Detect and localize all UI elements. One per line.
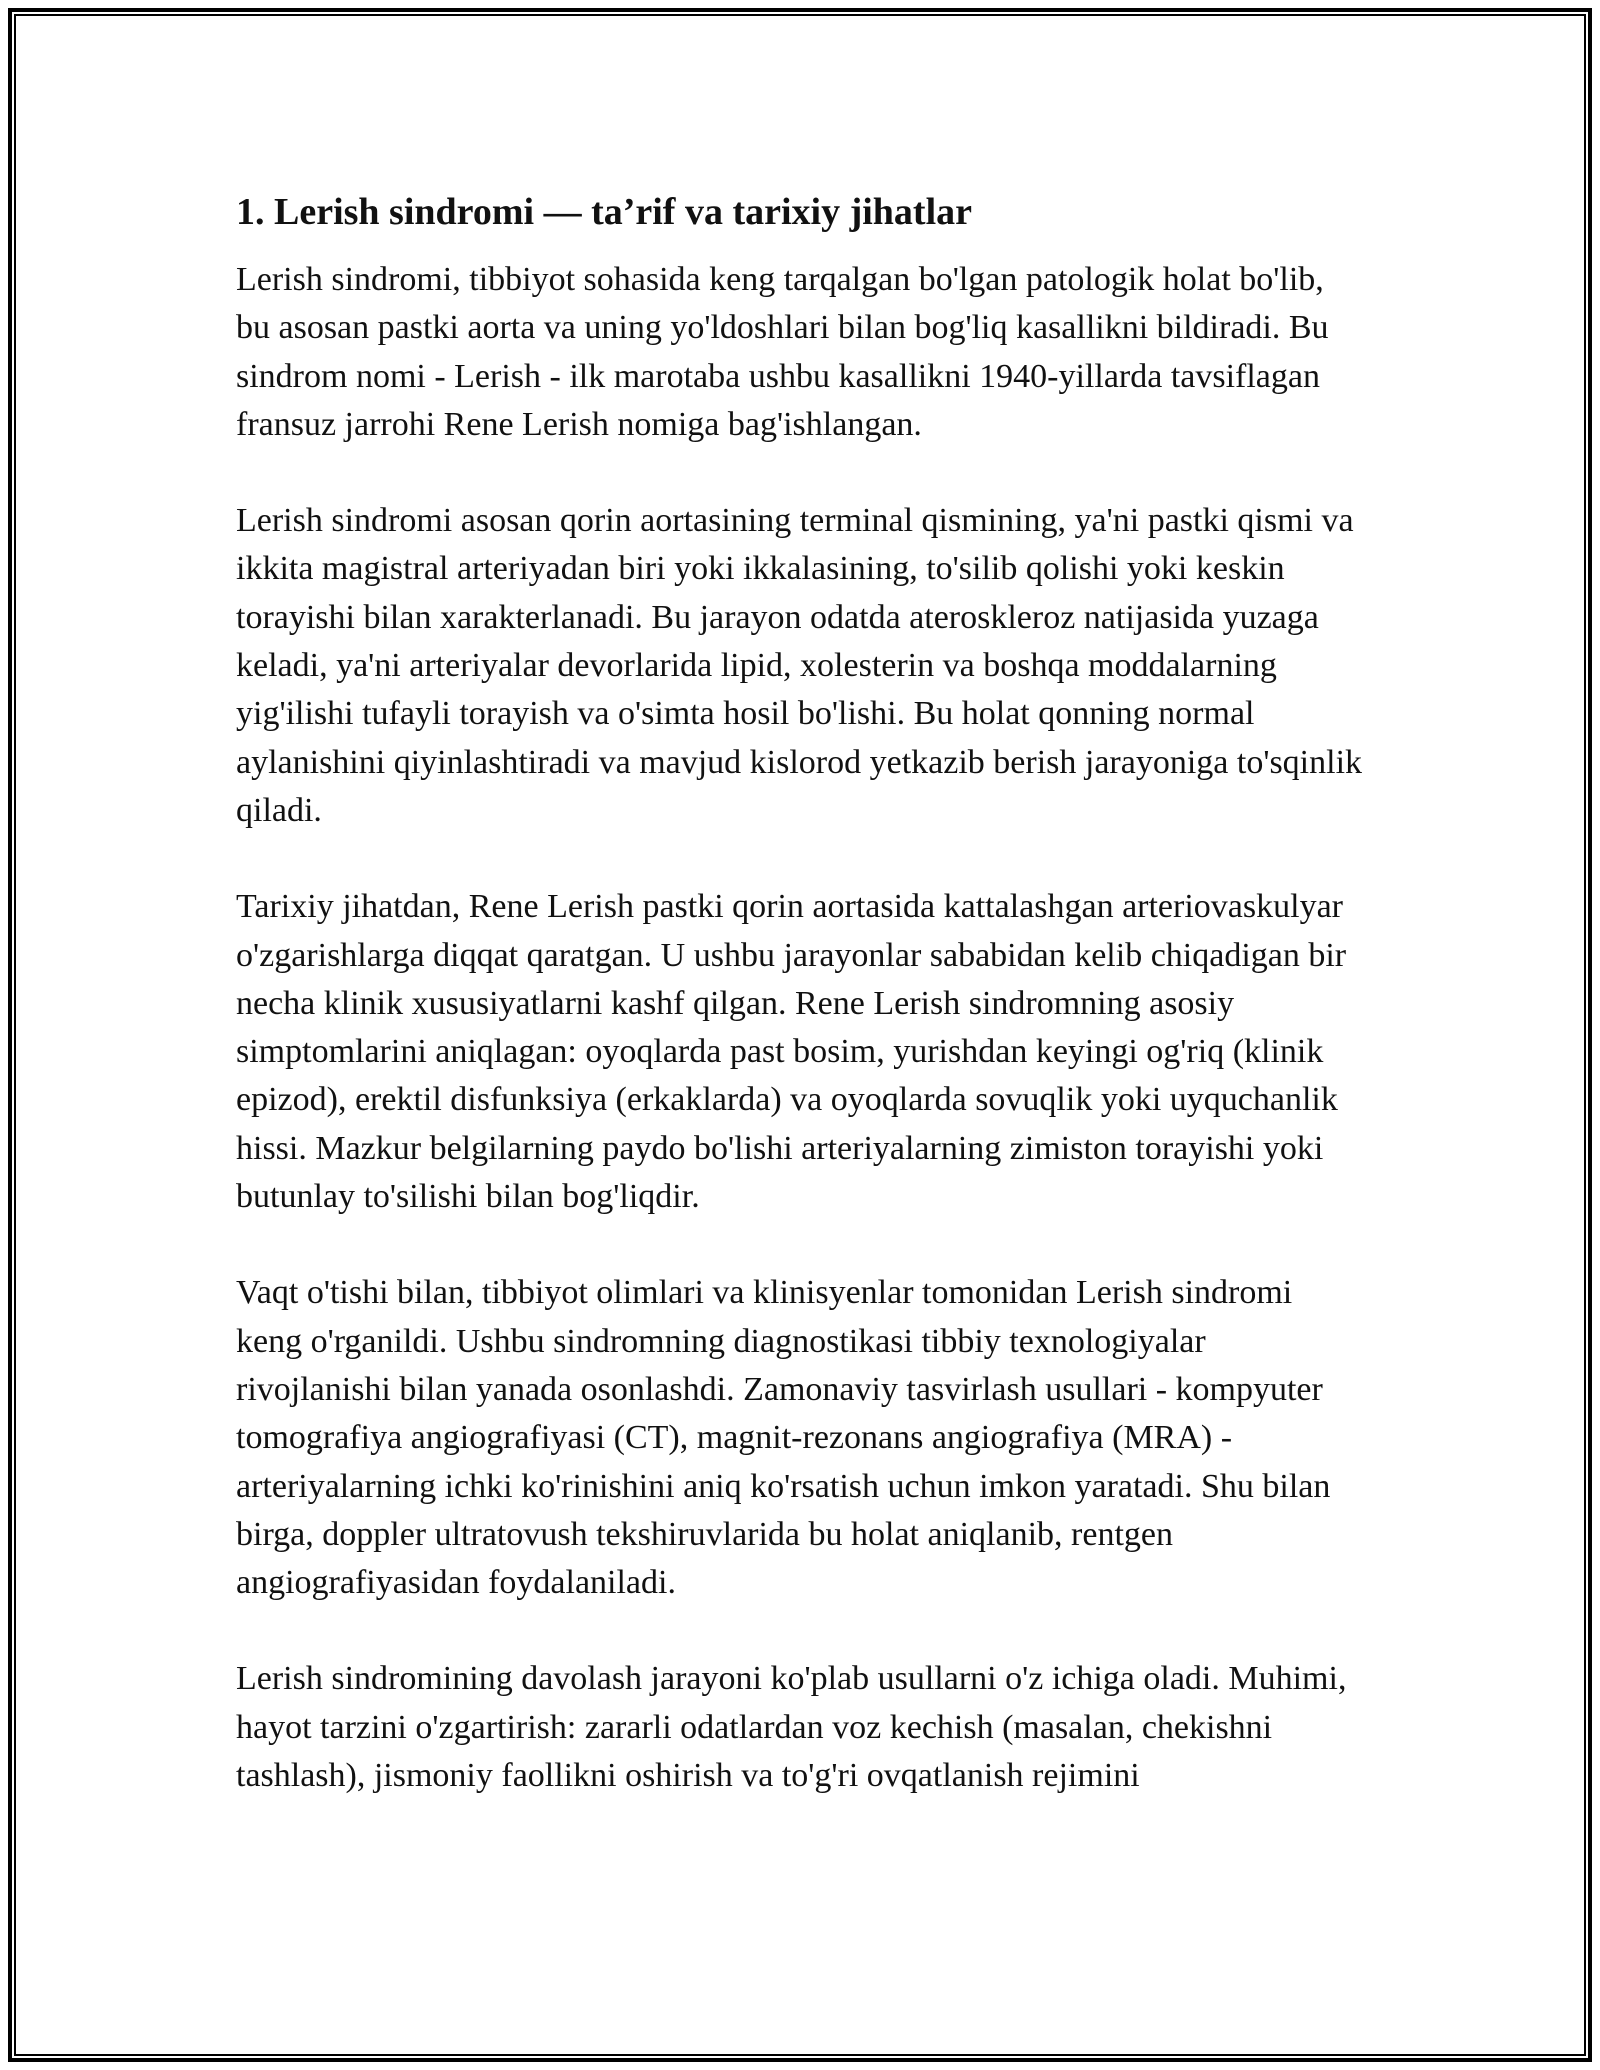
paragraph-history: Tarixiy jihatdan, Rene Lerish pastki qorin aortasida kattalashgan arteriovaskulyar o'zgarishlarga diqqat qaratgan. U ushbu jarayonlar sababidan kelib chiqadigan bir necha klinik xususiyatlarni kashf qilgan. Rene Lerish sindromning asosiy simptomlarini aniqlagan: oyoqlarda past bosim, yurishdan keyingi og'riq (klinik epizod), erektil disfunksiya (erkaklarda) va oyoqlarda sovuqlik yoki uyquchanlik hissi. Mazkur belgilarning paydo bo'lishi arteriyalarning zimiston torayishi yoki butunlay to'silishi bilan bog'liqdir. — [236, 888, 1347, 1216]
paragraph-pathology: Lerish sindromi asosan qorin aortasining terminal qismining, ya'ni pastki qismi va ikkita magistral arteriyadan biri yoki ikkalasining, to'silib qolishi yoki keskin torayishi bilan xarakterlanadi. Bu jarayon odatda ateroskleroz natijasida yuzaga keladi, ya'ni arteriyalar devorlarida lipid, xolesterin va boshqa moddalarning yig'ilishi tufayli torayish va o'simta hosil bo'lishi. Bu holat qonning normal aylanishini qiyinlashtiradi va mavjud kislorod yetkazib berish jarayoniga to'sqinlik qiladi. — [236, 502, 1363, 829]
paragraph-definition: Lerish sindromi, tibbiyot sohasida keng tarqalgan bo'lgan patologik holat bo'lib, bu asosan pastki aorta va uning yo'ldoshlari bilan bog'liq kasallikni bildiradi. Bu sindrom nomi - Lerish - ilk marotaba ushbu kasallikni 1940-yillarda tavsiflagan fransuz jarrohi Rene Lerish nomiga bag'ishlangan. — [236, 261, 1329, 443]
section-heading: 1. Lerish sindromi — ta’rif va tarixiy jihatlar — [236, 191, 973, 233]
paragraph-diagnostics: Vaqt o'tishi bilan, tibbiyot olimlari va klinisyenlar tomonidan Lerish sindromi keng o'rganildi. Ushbu sindromning diagnostikasi tibbiy texnologiyalar rivojlanishi bilan yanada osonlashdi. Zamonaviy tasvirlash usullari - kompyuter tomografiya angiografiyasi (CT), magnit-rezonans angiografiya (MRA) - arteriyalarning ichki ko'rinishini aniq ko'rsatish uchun imkon yaratadi. Shu bilan birga, doppler ultratovush tekshiruvlarida bu holat aniqlanib, rentgen angiografiyasidan foydalaniladi. — [236, 1274, 1331, 1602]
document-body — [236, 186, 1366, 1848]
paragraph-treatment: Lerish sindromining davolash jarayoni ko'plab usullarni o'z ichiga oladi. Muhimi, hayot tarzini o'zgartirish: zararli odatlardan voz kechish (masalan, chekishni tashlash), jismoniy faollikni oshirish va to'g'ri ovqatlanish rejimini — [236, 1660, 1347, 1795]
